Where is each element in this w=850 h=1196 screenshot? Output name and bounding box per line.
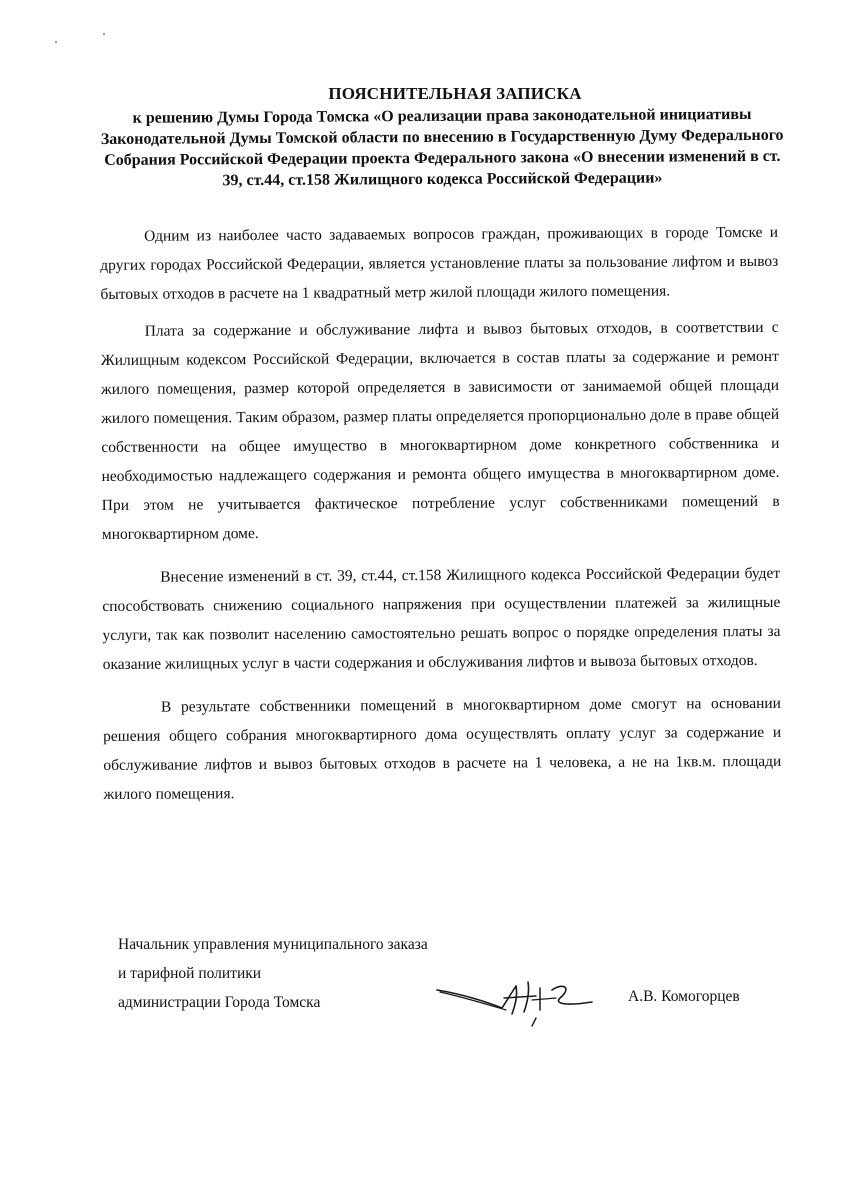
document-body (100, 218, 782, 817)
document-subtitle: к решению Думы Города Томска «О реализации права законодательной инициативы Законодательной Думы Томской области по внесению в Государственную Думу Федерального Собрания Российской Федерации проекта Федерального закона «О внесении изменений в ст. 39, ст.44, ст.158 Жилищного кодекса Российской Федерации» (100, 105, 784, 190)
paragraph: Внесение изменений в ст. 39, ст.44, ст.158 Жилищного кодекса Российской Федерации будет способствовать снижению социального напряжения при осуществлении платежей за жилищные услуги, так как позволит населению самостоятельно решать вопрос о порядке определения платы за оказание жилищных услуг в части содержания и обслуживания лифтов и вывоза бытовых отходов. (102, 564, 781, 673)
handwritten-signature (432, 968, 607, 1028)
paragraph: В результате собственники помещений в многоквартирном доме смогут на основании решения общего собрания многоквартирного дома осуществлять оплату услуг за содержание и обслуживание лифтов и вывоз бытовых отходов в расчете на 1 человека, а не на 1кв.м. площади жилого помещения. (103, 694, 782, 803)
paragraph: Плата за содержание и обслуживание лифта и вывоз бытовых отходов, в соответствии с Жилищным кодексом Российской Федерации, включается в состав платы за содержание и ремонт жилого помещения, размер которой определяется в зависимости от занимаемой общей площади жилого помещения. Таким образом, размер платы определяется пропорционально доле в праве общей собственности на общее имущество в многоквартирном доме конкретного собственника и необходимостью надлежащего содержания и ремонта общего имущества в многоквартирном доме. При этом не учитывается фактическое потребление услуг собственниками помещений в многоквартирном доме. (100, 318, 780, 543)
document-title: ПОЯСНИТЕЛЬНАЯ ЗАПИСКА (328, 84, 582, 103)
scan-specks (50, 30, 120, 50)
position-line: Начальник управления муниципального заказа (118, 936, 428, 953)
position-line: и тарифной политики (118, 965, 262, 982)
position-line: администрации Города Томска (118, 994, 321, 1011)
signer-name: А.В. Комогорцев (628, 988, 740, 1005)
paragraph: Одним из наиболее часто задаваемых вопросов граждан, проживающих в городе Томске и других городах Российской Федерации, является установление платы за пользование лифтом и вывоз бытовых отходов в расчете на 1 квадратный метр жилой площади жилого помещения. (100, 223, 779, 303)
